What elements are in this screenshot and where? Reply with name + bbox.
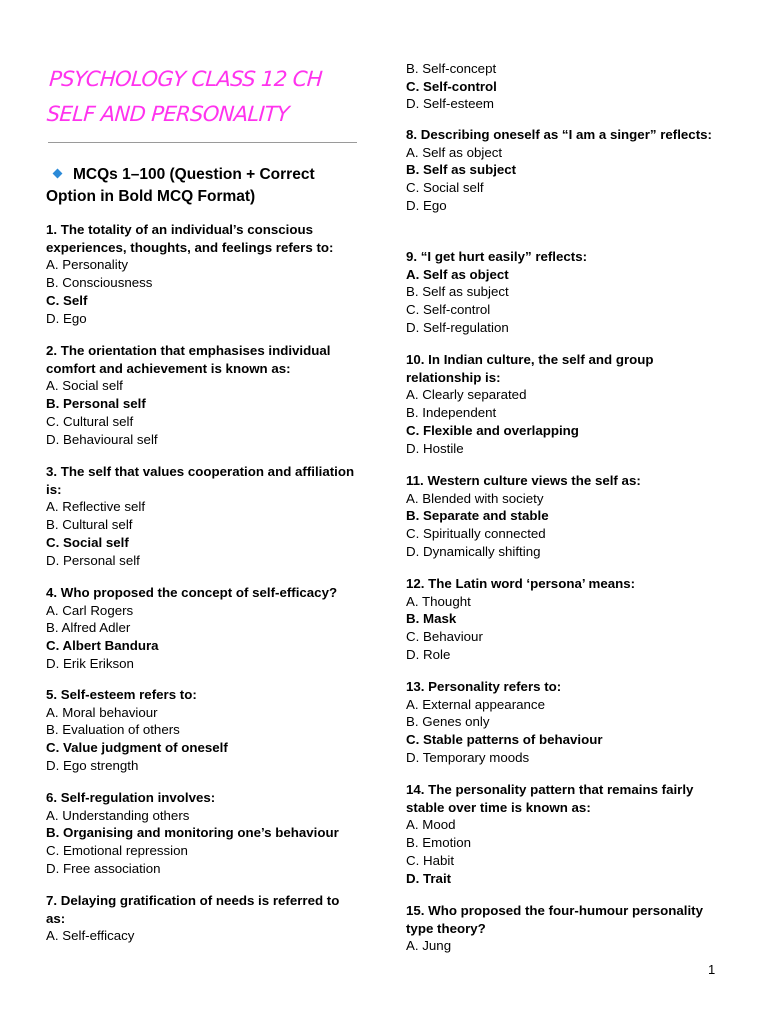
question-stem: 12. The Latin word ‘persona’ means: <box>406 576 636 591</box>
question-9 <box>406 248 726 337</box>
question-stem: 9. “I get hurt easily” reflects: <box>406 249 588 264</box>
option: B. Evaluation of others <box>46 722 180 738</box>
option: C. Stable patterns of behaviour <box>406 732 603 748</box>
option: A. Personality <box>46 257 129 273</box>
question-stem: 13. Personality refers to: <box>406 679 562 694</box>
question-11 <box>406 472 726 561</box>
option: A. External appearance <box>406 696 545 712</box>
option: D. Free association <box>46 860 161 876</box>
option: A. Self as object <box>406 266 509 282</box>
question-12 <box>406 575 726 664</box>
question-stem: 15. Who proposed the four-humour personality type theory? <box>406 903 703 936</box>
option: C. Self <box>46 292 88 308</box>
option: B. Consciousness <box>46 275 153 291</box>
option: D. Self-regulation <box>406 319 509 335</box>
question-4 <box>46 584 362 673</box>
option: A. Moral behaviour <box>46 704 158 720</box>
option: B. Cultural self <box>46 517 133 533</box>
option: A. Thought <box>406 593 471 609</box>
question-stem: 8. Describing oneself as “I am a singer” reflects: <box>406 127 712 142</box>
option: B. Alfred Adler <box>46 620 131 636</box>
option: D. Personal self <box>46 552 140 568</box>
diamond-bullet-icon <box>53 169 63 179</box>
option: D. Trait <box>406 870 452 886</box>
option: A. Clearly separated <box>406 387 527 403</box>
option: B. Personal self <box>46 396 146 412</box>
option: D. Ego <box>406 197 447 213</box>
option: A. Understanding others <box>46 807 190 823</box>
option: B. Organising and monitoring one’s behaviour <box>46 825 339 841</box>
option: B. Emotion <box>406 835 472 851</box>
option: A. Self as object <box>406 144 503 160</box>
question-15 <box>406 902 726 955</box>
question-13 <box>406 678 726 767</box>
title-divider <box>48 142 357 143</box>
question-stem: 11. Western culture views the self as: <box>406 473 641 488</box>
option: C. Flexible and overlapping <box>406 422 579 438</box>
option: C. Value judgment of oneself <box>46 740 228 756</box>
question-7-continued <box>406 60 726 113</box>
question-stem: 6. Self-regulation involves: <box>46 790 216 805</box>
question-2 <box>46 342 362 448</box>
option: C. Spiritually connected <box>406 526 546 542</box>
option: A. Reflective self <box>46 499 146 515</box>
page-number: 1 <box>708 962 716 977</box>
option: B. Self as subject <box>406 162 517 178</box>
option: C. Behaviour <box>406 629 483 645</box>
question-stem: 3. The self that values cooperation and affiliation is: <box>46 464 355 497</box>
option: A. Social self <box>46 378 123 394</box>
option: A. Jung <box>406 938 452 954</box>
option: C. Habit <box>406 852 455 868</box>
option: D. Behavioural self <box>46 431 158 447</box>
option: B. Genes only <box>406 714 490 730</box>
question-stem: 4. Who proposed the concept of self-efficacy? <box>46 585 338 600</box>
option: A. Mood <box>406 817 456 833</box>
question-6 <box>46 789 362 878</box>
question-5 <box>46 686 362 775</box>
question-stem: 5. Self-esteem refers to: <box>46 687 197 702</box>
question-stem: 14. The personality pattern that remains fairly stable over time is known as: <box>406 782 694 815</box>
question-stem: 2. The orientation that emphasises individual comfort and achievement is known as: <box>46 343 331 376</box>
question-stem: 10. In Indian culture, the self and group relationship is: <box>406 352 654 385</box>
option: C. Self-control <box>406 78 497 94</box>
question-8 <box>406 126 726 215</box>
option: B. Separate and stable <box>406 508 549 524</box>
option: B. Self as subject <box>406 284 509 300</box>
question-stem: 1. The totality of an individual’s conscious experiences, thoughts, and feelings refers to: <box>46 222 334 255</box>
option: B. Self-concept <box>406 61 497 76</box>
option: C. Cultural self <box>46 413 134 429</box>
option: D. Self-esteem <box>406 96 494 112</box>
question-10 <box>406 351 726 457</box>
option: C. Emotional repression <box>46 843 188 859</box>
option: A. Carl Rogers <box>46 602 134 618</box>
question-14 <box>406 781 726 887</box>
option: C. Social self <box>406 180 484 196</box>
question-1 <box>46 221 362 327</box>
option: D. Erik Erikson <box>46 655 134 671</box>
option: C. Social self <box>46 534 129 550</box>
option: A. Blended with society <box>406 490 544 506</box>
option: C. Albert Bandura <box>46 638 159 654</box>
option: D. Ego <box>46 310 87 326</box>
option: C. Self-control <box>406 302 491 318</box>
option: B. Mask <box>406 611 457 627</box>
option: A. Self-efficacy <box>46 928 135 944</box>
option: B. Independent <box>406 405 497 421</box>
option: D. Dynamically shifting <box>406 543 541 559</box>
option: D. Role <box>406 646 451 662</box>
option: D. Temporary moods <box>406 749 530 765</box>
question-7 <box>46 892 362 945</box>
option: D. Ego strength <box>46 757 139 773</box>
question-stem: 7. Delaying gratification of needs is referred to as: <box>46 893 340 926</box>
section-heading-text: MCQs 1–100 (Question + Correct Option in Bold MCQ Format) <box>46 166 315 205</box>
section-heading <box>46 164 362 208</box>
page-title: PSYCHOLOGY CLASS 12 CH SELF AND PERSONALITY <box>45 67 323 126</box>
question-3 <box>46 463 362 569</box>
option: D. Hostile <box>406 440 464 456</box>
